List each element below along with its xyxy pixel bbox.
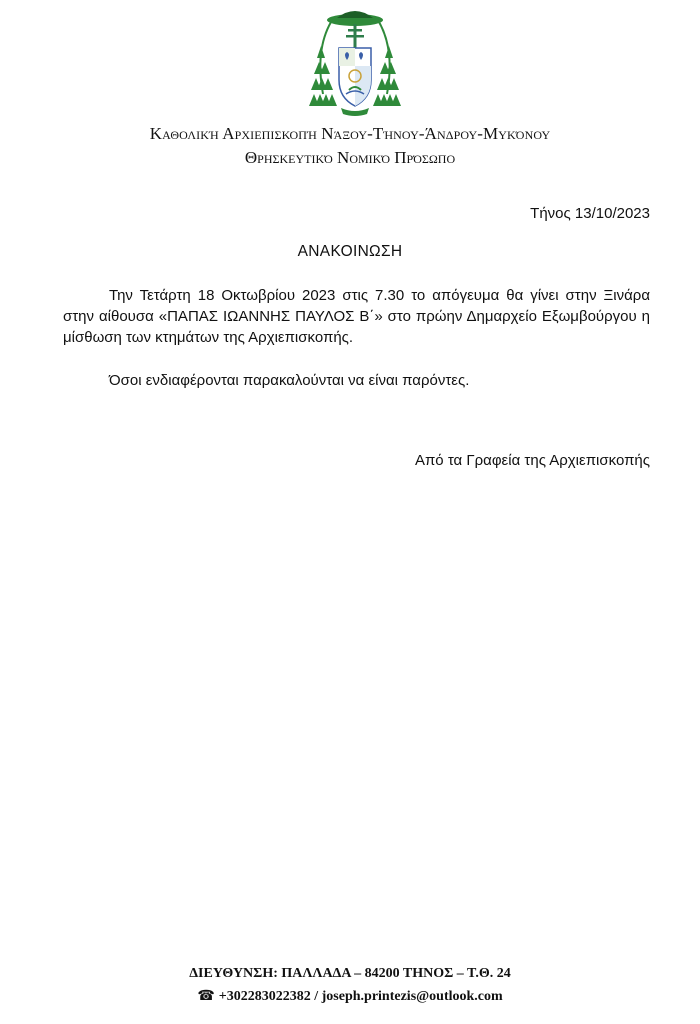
invitation-paragraph: Όσοι ενδιαφέρονται παρακαλούνται να είναι παρόντες.: [109, 372, 470, 389]
announcement-paragraph: Την Τετάρτη 18 Οκτωβρίου 2023 στις 7.30 το απόγευμα θα γίνει στην Ξινάρα στην αίθουσα «ΠΑΠΑΣ ΙΩΑΝΝΗΣ ΠΑΥΛΟΣ Β΄» στο πρώην Δημαρχείο Εξωμβούργου η μίσθωση των κτημάτων της Αρχιεπισκοπής.: [63, 287, 650, 346]
telephone-icon: ☎: [197, 989, 215, 1004]
legal-entity-type: Θρησκευτικό Νομικό Πρόσωπο: [244, 148, 456, 167]
footer-address: ΔΙΕΥΘΥΝΣΗ: ΠΑΛΛΑΔΑ – 84200 ΤΗΝΟΣ – Τ.Θ. 24: [189, 966, 511, 981]
document-date: Τήνος 13/10/2023: [530, 205, 650, 222]
document-title: ΑΝΑΚΟΙΝΩΣΗ: [297, 243, 403, 260]
footer-contact: [0, 988, 700, 1005]
archdiocese-coat-of-arms-icon: [309, 6, 401, 118]
archdiocese-name: Καθολική Αρχιεπισκοπή Νάξου-Τήνου-Άνδρου-Μυκόνου: [149, 124, 551, 143]
signature-line: Από τα Γραφεία της Αρχιεπισκοπής: [414, 452, 650, 469]
contact-details: +302283022382 / joseph.printezis@outlook.com: [218, 989, 503, 1004]
